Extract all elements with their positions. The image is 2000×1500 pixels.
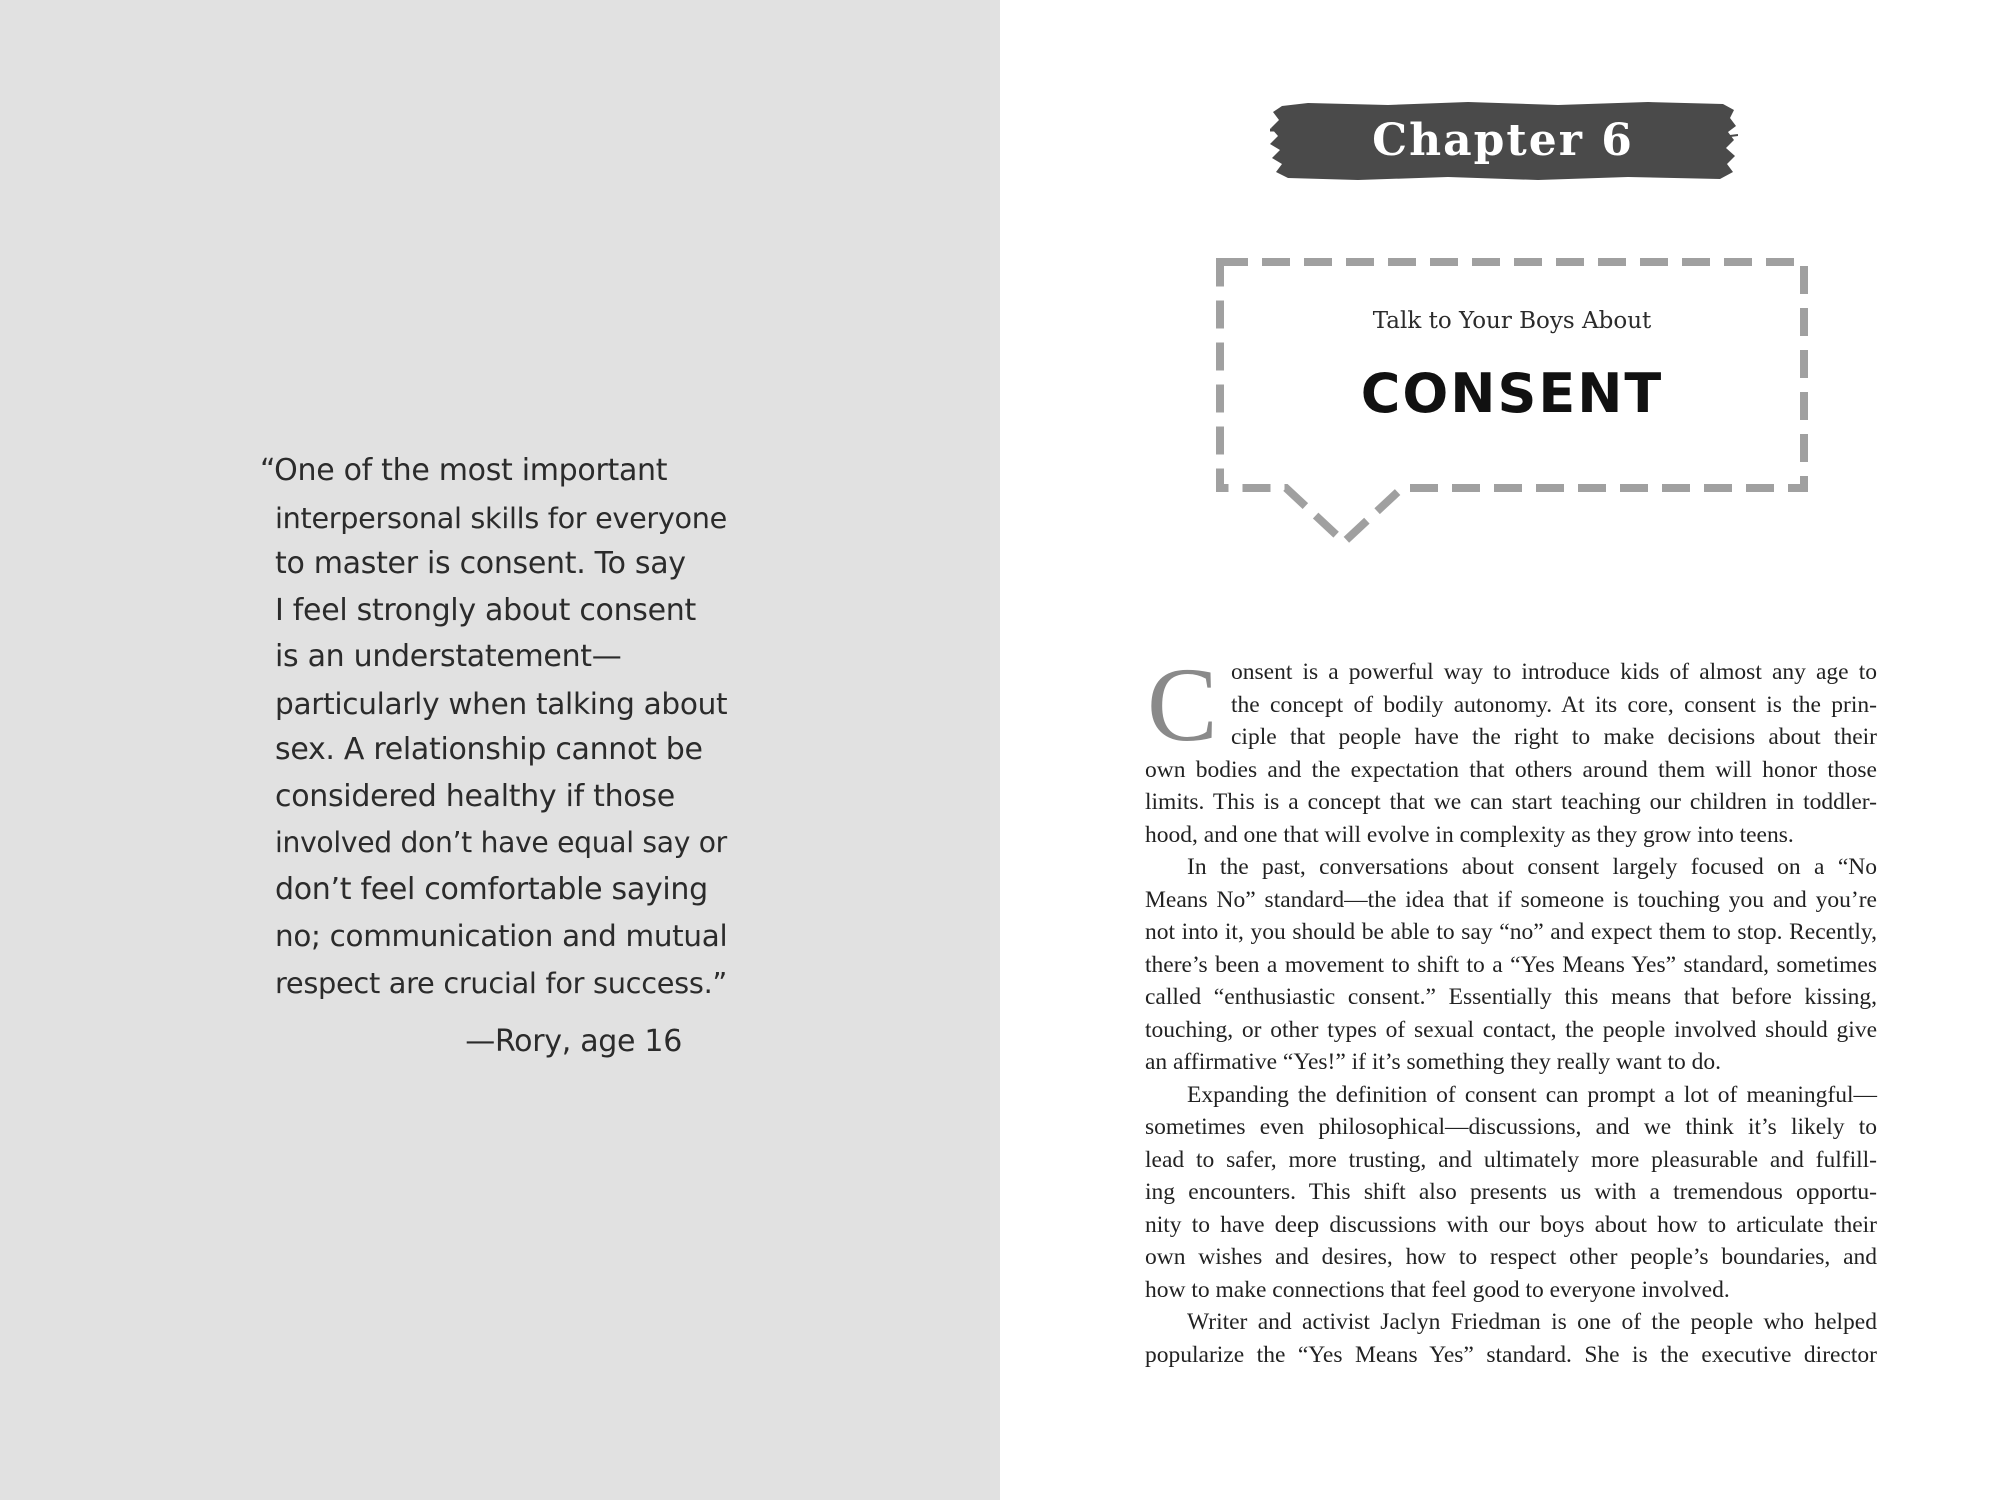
chapter-number: Chapter 6	[1372, 115, 1634, 166]
quote-line: sex. A relationship cannot be	[275, 732, 703, 767]
body-line: Expanding the definition of consent can prompt a lot of meaningful—	[1187, 1081, 1877, 1108]
body-line: ciple that people have the right to make decisions about their	[1231, 724, 1877, 750]
quote-line: considered healthy if those	[275, 778, 675, 814]
quote-line: is an understatement—	[275, 639, 622, 674]
quote-line: respect are crucial for success.”	[275, 965, 728, 1000]
body-line: popularize the “Yes Means Yes” standard. She is the executive director	[1145, 1341, 1877, 1368]
quote-line: particularly when talking about	[275, 686, 728, 721]
chapter-title: CONSENT	[1360, 362, 1664, 425]
body-line: hood, and one that will evolve in complexity as they grow into teens.	[1145, 821, 1794, 848]
body-line: how to make connections that feel good to everyone involved.	[1145, 1276, 1730, 1303]
pull-quote	[260, 448, 730, 1006]
body-line: In the past, conversations about consent largely focused on a “No	[1187, 854, 1877, 880]
drop-cap: C	[1147, 646, 1218, 763]
body-line: own bodies and the expectation that others around them will honor those	[1145, 756, 1877, 783]
body-line: there’s been a movement to shift to a “Yes Means Yes” standard, sometimes	[1145, 951, 1877, 978]
speech-bubble-frame	[1216, 256, 1808, 546]
right-page	[1000, 0, 2000, 1500]
body-line: Means No” standard—the idea that if someone is touching you and you’re	[1145, 886, 1877, 913]
quote-attribution: —Rory, age 16	[465, 1024, 682, 1059]
body-line: not into it, you should be able to say “no” and expect them to stop. Recently,	[1145, 919, 1877, 945]
quote-line: “One of the most important	[260, 453, 668, 488]
body-line: touching, or other types of sexual contact, the people involved should give	[1145, 1016, 1877, 1043]
body-line: ing encounters. This shift also presents us with a tremendous opportu-	[1145, 1179, 1877, 1205]
quote-line: involved don’t have equal say or	[275, 826, 727, 859]
chapter-kicker: Talk to Your Boys About	[1372, 308, 1652, 334]
quote-line: to master is consent. To say	[275, 546, 686, 581]
quote-line: no; communication and mutual	[275, 919, 728, 953]
body-line: nity to have deep discussions with our boys about how to articulate their	[1145, 1211, 1877, 1238]
body-line: Writer and activist Jaclyn Friedman is one of the people who helped	[1187, 1309, 1877, 1335]
body-line: limits. This is a concept that we can start teaching our children in toddler-	[1145, 789, 1877, 815]
quote-line: don’t feel comfortable saying	[275, 871, 708, 907]
body-line: own wishes and desires, how to respect other people’s boundaries, and	[1145, 1244, 1877, 1270]
body-line: sometimes even philosophical—discussions, and we think it’s likely to	[1145, 1114, 1877, 1140]
quote-line: interpersonal skills for everyone	[275, 500, 727, 535]
body-line: onsent is a powerful way to introduce kids of almost any age to	[1231, 659, 1877, 685]
body-line: an affirmative “Yes!” if it’s something they really want to do.	[1145, 1049, 1722, 1075]
quote-line: I feel strongly about consent	[275, 592, 696, 628]
body-line: lead to safer, more trusting, and ultimately more pleasurable and fulfill-	[1145, 1146, 1877, 1173]
chapter-banner	[1268, 100, 1738, 182]
body-line: called “enthusiastic consent.” Essentially this means that before kissing,	[1145, 984, 1877, 1010]
body-text	[1145, 646, 1877, 1371]
body-line: the concept of bodily autonomy. At its core, consent is the prin-	[1231, 691, 1877, 718]
